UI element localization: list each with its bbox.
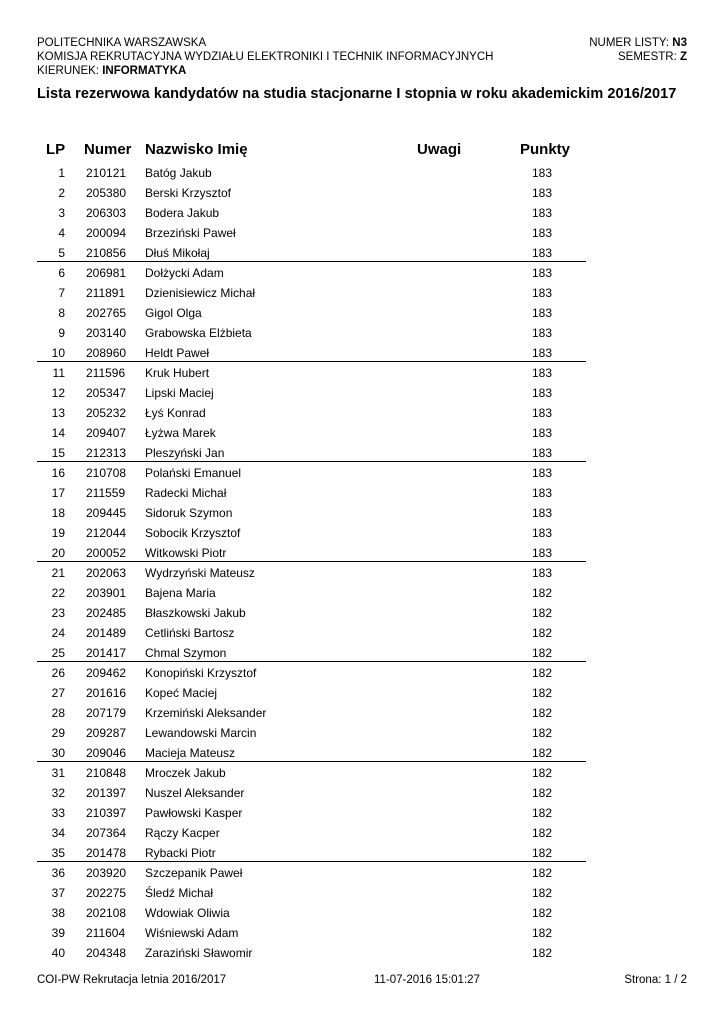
numer-listy-value: N3 bbox=[672, 37, 687, 49]
row-numer: 202063 bbox=[86, 566, 127, 580]
row-numer: 205232 bbox=[86, 406, 127, 420]
semestr-value: Z bbox=[679, 51, 687, 63]
column-header-lp: LP bbox=[46, 141, 66, 158]
row-numer: 202275 bbox=[86, 886, 127, 900]
row-punkty: 183 bbox=[531, 506, 552, 520]
footer-timestamp: 11-07-2016 15:01:27 bbox=[374, 974, 480, 986]
row-name: Dołżycki Adam bbox=[145, 266, 224, 280]
kierunek bbox=[37, 64, 493, 78]
row-punkty: 183 bbox=[531, 286, 552, 300]
row-name: Dłuś Mikołaj bbox=[145, 246, 210, 260]
footer-system: COI-PW Rekrutacja letnia 2016/2017 bbox=[37, 974, 227, 986]
table-row bbox=[37, 882, 586, 902]
row-punkty: 182 bbox=[531, 646, 552, 660]
row-lp: 15 bbox=[51, 446, 65, 460]
row-name: Witkowski Piotr bbox=[145, 546, 227, 560]
row-lp: 3 bbox=[58, 206, 65, 220]
row-punkty: 182 bbox=[531, 606, 552, 620]
row-punkty: 183 bbox=[531, 426, 552, 440]
row-punkty: 182 bbox=[531, 886, 552, 900]
table-row bbox=[37, 182, 586, 202]
row-punkty: 183 bbox=[531, 326, 552, 340]
row-lp: 17 bbox=[51, 486, 65, 500]
row-numer: 201478 bbox=[86, 846, 127, 860]
table-row bbox=[37, 722, 586, 742]
row-lp: 26 bbox=[51, 666, 65, 680]
row-name: Polański Emanuel bbox=[145, 466, 242, 480]
row-lp: 25 bbox=[51, 646, 65, 660]
row-numer: 201397 bbox=[86, 786, 127, 800]
row-numer: 206981 bbox=[86, 266, 127, 280]
row-punkty: 183 bbox=[531, 226, 552, 240]
row-lp: 30 bbox=[51, 746, 65, 760]
table-row bbox=[37, 642, 586, 662]
row-numer: 202765 bbox=[86, 306, 127, 320]
row-name: Gigol Olga bbox=[145, 306, 202, 320]
table-row bbox=[37, 462, 586, 482]
row-name: Lewandowski Marcin bbox=[145, 726, 257, 740]
row-punkty: 183 bbox=[531, 566, 552, 580]
numer-listy bbox=[589, 36, 687, 50]
table-row bbox=[37, 442, 586, 462]
row-lp: 38 bbox=[51, 906, 65, 920]
row-punkty: 183 bbox=[531, 486, 552, 500]
row-numer: 212044 bbox=[86, 526, 127, 540]
row-numer: 203140 bbox=[86, 326, 127, 340]
table-row bbox=[37, 502, 586, 522]
row-name: Błaszkowski Jakub bbox=[145, 606, 246, 620]
table-row bbox=[37, 762, 586, 782]
row-numer: 210856 bbox=[86, 246, 127, 260]
row-name: Łyżwa Marek bbox=[145, 426, 216, 440]
row-numer: 208960 bbox=[86, 346, 127, 360]
table-row bbox=[37, 542, 586, 562]
row-punkty: 182 bbox=[531, 586, 552, 600]
row-numer: 212313 bbox=[86, 446, 127, 460]
row-punkty: 183 bbox=[531, 366, 552, 380]
row-name: Wiśniewski Adam bbox=[145, 926, 239, 940]
table-row bbox=[37, 802, 586, 822]
row-numer: 206303 bbox=[86, 206, 127, 220]
table-row bbox=[37, 622, 586, 642]
row-lp: 32 bbox=[51, 786, 65, 800]
row-lp: 34 bbox=[51, 826, 65, 840]
table-row bbox=[37, 202, 586, 222]
row-name: Nuszel Aleksander bbox=[145, 786, 245, 800]
row-lp: 37 bbox=[51, 886, 65, 900]
table-row bbox=[37, 842, 586, 862]
row-lp: 29 bbox=[51, 726, 65, 740]
row-name: Wydrzyński Mateusz bbox=[145, 566, 255, 580]
table-row bbox=[37, 342, 586, 362]
row-name: Sidoruk Szymon bbox=[145, 506, 233, 520]
row-name: Lipski Maciej bbox=[145, 386, 214, 400]
row-lp: 40 bbox=[51, 946, 65, 960]
table-row bbox=[37, 242, 586, 262]
row-punkty: 182 bbox=[531, 666, 552, 680]
institution-name: POLITECHNIKA WARSZAWSKA bbox=[37, 37, 207, 49]
table-row bbox=[37, 522, 586, 542]
semestr bbox=[589, 50, 687, 64]
row-numer: 201616 bbox=[86, 686, 127, 700]
row-name: Heldt Paweł bbox=[145, 346, 210, 360]
row-name: Konopiński Krzysztof bbox=[145, 666, 257, 680]
row-name: Chmal Szymon bbox=[145, 646, 227, 660]
row-punkty: 182 bbox=[531, 706, 552, 720]
kierunek-value: INFORMATYKA bbox=[102, 65, 187, 77]
row-punkty: 182 bbox=[531, 846, 552, 860]
committee-name: KOMISJA REKRUTACYJNA WYDZIAŁU ELEKTRONIKI I TECHNIK INFORMACYJNYCH bbox=[37, 51, 494, 63]
table-row bbox=[37, 422, 586, 442]
table-row bbox=[37, 402, 586, 422]
row-numer: 202485 bbox=[86, 606, 127, 620]
row-numer: 209445 bbox=[86, 506, 127, 520]
column-header-name: Nazwisko Imię bbox=[145, 141, 248, 158]
row-lp: 8 bbox=[58, 306, 65, 320]
row-lp: 21 bbox=[51, 566, 65, 580]
footer-page-number: Strona: 1 / 2 bbox=[624, 974, 687, 986]
row-lp: 6 bbox=[58, 266, 65, 280]
table-row bbox=[37, 862, 586, 882]
page-title: Lista rezerwowa kandydatów na studia stacjonarne I stopnia w roku akademickim 2016/2017 bbox=[37, 86, 677, 102]
row-punkty: 182 bbox=[531, 806, 552, 820]
semestr-label: SEMESTR: bbox=[617, 51, 680, 63]
table-row bbox=[37, 562, 586, 582]
row-lp: 13 bbox=[51, 406, 65, 420]
numer-listy-label: NUMER LISTY: bbox=[589, 37, 673, 49]
row-lp: 2 bbox=[58, 186, 65, 200]
row-punkty: 182 bbox=[531, 946, 552, 960]
table-row bbox=[37, 902, 586, 922]
table-row bbox=[37, 782, 586, 802]
row-name: Pawłowski Kasper bbox=[145, 806, 243, 820]
row-punkty: 183 bbox=[531, 306, 552, 320]
column-header-uwagi: Uwagi bbox=[417, 141, 462, 158]
row-lp: 31 bbox=[51, 766, 65, 780]
row-numer: 210848 bbox=[86, 766, 127, 780]
row-lp: 35 bbox=[51, 846, 65, 860]
row-lp: 12 bbox=[51, 386, 65, 400]
row-punkty: 183 bbox=[531, 526, 552, 540]
row-name: Batóg Jakub bbox=[145, 166, 212, 180]
table-row bbox=[37, 702, 586, 722]
row-lp: 22 bbox=[51, 586, 65, 600]
row-name: Kruk Hubert bbox=[145, 366, 210, 380]
row-numer: 209046 bbox=[86, 746, 127, 760]
row-name: Rybacki Piotr bbox=[145, 846, 216, 860]
row-punkty: 183 bbox=[531, 246, 552, 260]
row-numer: 211559 bbox=[86, 486, 126, 500]
row-lp: 16 bbox=[51, 466, 65, 480]
row-name: Szczepanik Paweł bbox=[145, 866, 243, 880]
row-punkty: 182 bbox=[531, 766, 552, 780]
table-row bbox=[37, 262, 586, 282]
row-name: Krzemiński Aleksander bbox=[145, 706, 267, 720]
row-lp: 27 bbox=[51, 686, 65, 700]
row-name: Kopeć Maciej bbox=[145, 686, 218, 700]
row-numer: 209287 bbox=[86, 726, 127, 740]
row-punkty: 183 bbox=[531, 446, 552, 460]
row-lp: 10 bbox=[51, 346, 65, 360]
row-name: Grabowska Elżbieta bbox=[145, 326, 252, 340]
row-punkty: 183 bbox=[531, 266, 552, 280]
row-numer: 205347 bbox=[86, 386, 127, 400]
table-row bbox=[37, 662, 586, 682]
row-numer: 201417 bbox=[86, 646, 127, 660]
row-name: Berski Krzysztof bbox=[145, 186, 232, 200]
row-name: Zaraziński Sławomir bbox=[145, 946, 253, 960]
row-name: Mroczek Jakub bbox=[145, 766, 226, 780]
row-numer: 201489 bbox=[86, 626, 127, 640]
row-numer: 200052 bbox=[86, 546, 127, 560]
row-punkty: 182 bbox=[531, 746, 552, 760]
row-punkty: 182 bbox=[531, 926, 552, 940]
row-lp: 28 bbox=[51, 706, 65, 720]
table-row bbox=[37, 162, 586, 182]
row-punkty: 183 bbox=[531, 386, 552, 400]
row-numer: 211891 bbox=[86, 286, 126, 300]
table-row bbox=[37, 942, 586, 962]
row-punkty: 182 bbox=[531, 726, 552, 740]
row-punkty: 183 bbox=[531, 466, 552, 480]
row-punkty: 183 bbox=[531, 166, 552, 180]
row-name: Brzeziński Paweł bbox=[145, 226, 236, 240]
header-list-info bbox=[589, 36, 687, 64]
row-lp: 36 bbox=[51, 866, 65, 880]
row-name: Wdowiak Oliwia bbox=[145, 906, 230, 920]
row-lp: 33 bbox=[51, 806, 65, 820]
row-numer: 203920 bbox=[86, 866, 127, 880]
row-numer: 210121 bbox=[86, 166, 127, 180]
table-row bbox=[37, 682, 586, 702]
header-institution bbox=[37, 36, 493, 78]
table-row bbox=[37, 922, 586, 942]
row-name: Łyś Konrad bbox=[145, 406, 206, 420]
row-punkty: 183 bbox=[531, 346, 552, 360]
row-punkty: 182 bbox=[531, 906, 552, 920]
row-lp: 5 bbox=[58, 246, 65, 260]
row-numer: 211604 bbox=[86, 926, 126, 940]
row-lp: 1 bbox=[58, 166, 65, 180]
row-name: Sobocik Krzysztof bbox=[145, 526, 241, 540]
row-numer: 211596 bbox=[86, 366, 126, 380]
row-numer: 209462 bbox=[86, 666, 127, 680]
row-lp: 9 bbox=[58, 326, 65, 340]
row-punkty: 183 bbox=[531, 406, 552, 420]
row-numer: 205380 bbox=[86, 186, 127, 200]
row-lp: 24 bbox=[51, 626, 65, 640]
row-numer: 202108 bbox=[86, 906, 127, 920]
row-lp: 23 bbox=[51, 606, 65, 620]
table-row bbox=[37, 482, 586, 502]
row-punkty: 182 bbox=[531, 626, 552, 640]
row-name: Macieja Mateusz bbox=[145, 746, 236, 760]
row-lp: 19 bbox=[51, 526, 65, 540]
row-numer: 207179 bbox=[86, 706, 127, 720]
row-numer: 204348 bbox=[86, 946, 127, 960]
table-row bbox=[37, 362, 586, 382]
candidate-table bbox=[37, 162, 586, 962]
row-punkty: 182 bbox=[531, 866, 552, 880]
column-header-punkty: Punkty bbox=[520, 141, 571, 158]
row-name: Bajena Maria bbox=[145, 586, 216, 600]
row-numer: 209407 bbox=[86, 426, 127, 440]
table-row bbox=[37, 382, 586, 402]
row-name: Cetliński Bartosz bbox=[145, 626, 235, 640]
table-row bbox=[37, 322, 586, 342]
row-name: Radecki Michał bbox=[145, 486, 227, 500]
row-lp: 20 bbox=[51, 546, 65, 560]
column-header-numer: Numer bbox=[84, 141, 132, 158]
row-punkty: 182 bbox=[531, 686, 552, 700]
row-numer: 207364 bbox=[86, 826, 127, 840]
table-row bbox=[37, 822, 586, 842]
row-name: Bodera Jakub bbox=[145, 206, 220, 220]
row-lp: 39 bbox=[51, 926, 65, 940]
table-row bbox=[37, 282, 586, 302]
table-row bbox=[37, 582, 586, 602]
row-name: Pleszyński Jan bbox=[145, 446, 225, 460]
kierunek-label: KIERUNEK: bbox=[37, 65, 103, 77]
row-name: Rączy Kacper bbox=[145, 826, 220, 840]
row-numer: 200094 bbox=[86, 226, 127, 240]
row-lp: 4 bbox=[58, 226, 65, 240]
row-numer: 210397 bbox=[86, 806, 127, 820]
table-row bbox=[37, 302, 586, 322]
row-numer: 203901 bbox=[86, 586, 127, 600]
row-punkty: 183 bbox=[531, 186, 552, 200]
table-row bbox=[37, 602, 586, 622]
table-row bbox=[37, 742, 586, 762]
row-numer: 210708 bbox=[86, 466, 127, 480]
row-punkty: 182 bbox=[531, 826, 552, 840]
row-punkty: 182 bbox=[531, 786, 552, 800]
row-name: Dzienisiewicz Michał bbox=[145, 286, 256, 300]
row-lp: 11 bbox=[52, 366, 65, 380]
row-name: Śledź Michał bbox=[145, 886, 214, 900]
row-punkty: 183 bbox=[531, 206, 552, 220]
row-lp: 7 bbox=[58, 286, 65, 300]
table-row bbox=[37, 222, 586, 242]
row-lp: 18 bbox=[51, 506, 65, 520]
row-punkty: 183 bbox=[531, 546, 552, 560]
row-lp: 14 bbox=[51, 426, 65, 440]
